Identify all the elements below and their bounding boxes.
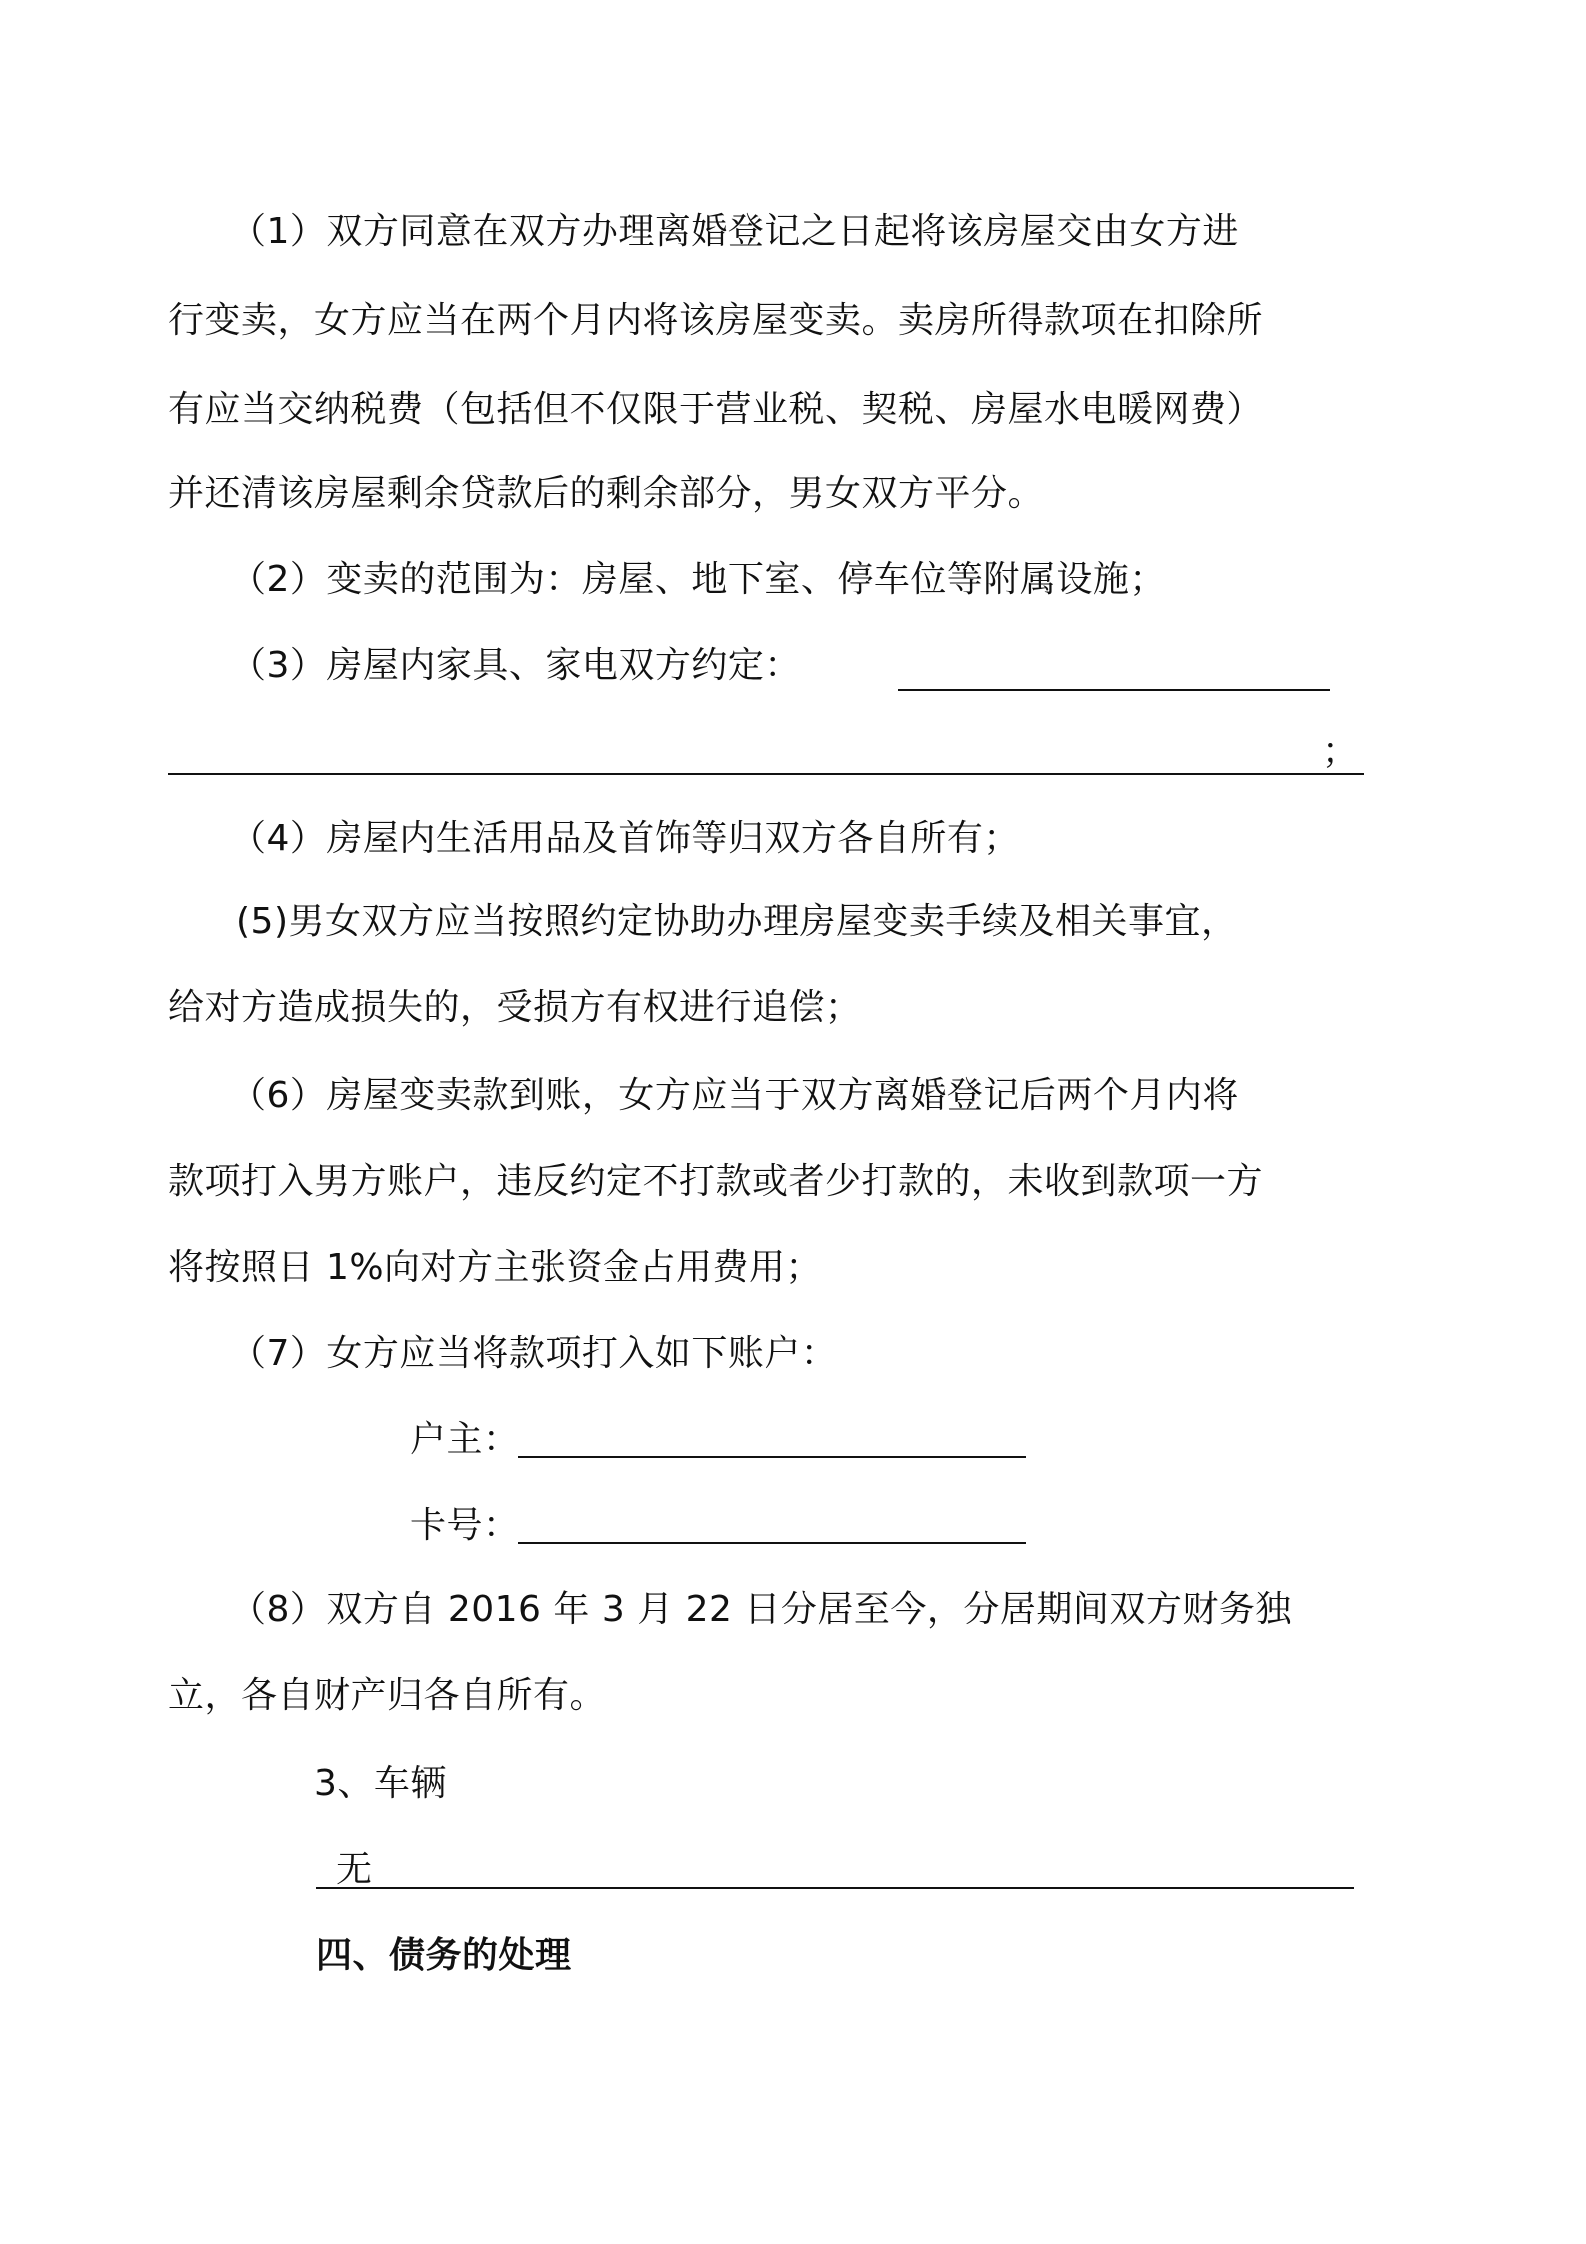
item8-line2: 立，各自财产归各自所有。 — [168, 1675, 607, 1716]
item3-blank-line-1 — [898, 689, 1330, 691]
vehicle-blank-line — [316, 1887, 1354, 1889]
item3-line1: （3）房屋内家具、家电双方约定： — [230, 645, 801, 686]
vehicle-value: 无 — [336, 1849, 373, 1890]
item7-line1: （7）女方应当将款项打入如下账户： — [230, 1333, 838, 1374]
item4-line: （4）房屋内生活用品及首饰等归双方各自所有； — [230, 818, 1020, 859]
item2-line: （2）变卖的范围为：房屋、地下室、停车位等附属设施； — [230, 559, 1166, 600]
account-holder-label: 户主： — [410, 1419, 520, 1460]
vehicle-heading: 3、车辆 — [314, 1763, 447, 1804]
item6-line2: 款项打入男方账户，违反约定不打款或者少打款的，未收到款项一方 — [168, 1161, 1264, 1202]
item3-end-mark: ； — [1322, 731, 1359, 772]
item5-line2: 给对方造成损失的，受损方有权进行追偿； — [168, 987, 862, 1028]
item1-line4: 并还清该房屋剩余贷款后的剩余部分，男女双方平分。 — [168, 473, 1045, 514]
card-number-label: 卡号： — [410, 1505, 520, 1546]
account-holder-blank — [518, 1456, 1026, 1458]
item1-line1: （1）双方同意在双方办理离婚登记之日起将该房屋交由女方进 — [230, 211, 1239, 252]
card-number-blank — [518, 1542, 1026, 1544]
item1-line2: 行变卖，女方应当在两个月内将该房屋变卖。卖房所得款项在扣除所 — [168, 300, 1264, 341]
item8-line1: （8）双方自 2016 年 3 月 22 日分居至今，分居期间双方财务独 — [230, 1589, 1292, 1630]
item3-blank-line-2 — [168, 773, 1364, 775]
item1-line3: 有应当交纳税费（包括但不仅限于营业税、契税、房屋水电暖网费） — [168, 389, 1264, 430]
debt-section-heading: 四、债务的处理 — [316, 1935, 572, 1976]
item6-line3: 将按照日 1%向对方主张资金占用费用； — [168, 1247, 823, 1288]
item6-line1: （6）房屋变卖款到账，女方应当于双方离婚登记后两个月内将 — [230, 1075, 1239, 1116]
item5-line1: (5)男女双方应当按照约定协助办理房屋变卖手续及相关事宜， — [236, 901, 1238, 942]
